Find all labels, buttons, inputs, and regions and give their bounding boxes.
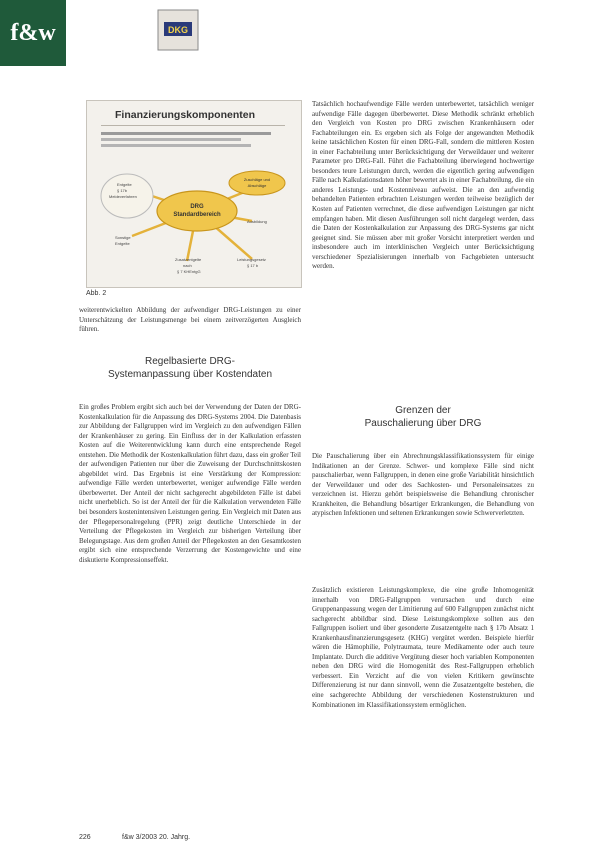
right-top-paragraph xyxy=(312,100,534,362)
left-label-1: Entgelte xyxy=(117,182,132,187)
left-heading-line-2: Systemanpassung über Kostendaten xyxy=(108,369,272,380)
figure-caption: Abb. 2 xyxy=(86,290,107,297)
figure-diagram xyxy=(87,101,301,287)
journal-logo xyxy=(0,0,66,66)
financing-figure xyxy=(86,100,302,288)
journal-citation: f&w 3/2003 20. Jahrg. xyxy=(122,834,191,841)
left-intro-text: weiterentwickelten Abbildung der aufwendiger DRG-Leistungen zu einer Unterschätzung der Leistungsmenge bei einem zeitverzögerten Ausgleich führen. xyxy=(79,306,301,334)
right-para-2-text: Zusätzlich existieren Leistungskomplexe, die eine große Inhomogenität innerhalb von DRG-Fallgruppen verursachen und durch eine Gruppenanpassung wegen der Limitierung auf 600 Fallgruppen zunächst nicht sachgerecht abbildbar sind. Diese Leistungskomplexe sollten aus den Fallgruppen isoliert und über gesonderte Zusatzentgelte nach § 17b Absatz 1 Krankenhausfinanzierungsgesetz (KHG) vergütet werden. Beispiele hierfür wären die Hämophilie, Polytraumata, teure Medikamente oder auch teure Implantate. Durch die additive Vergütung dieser hoch variablen Komponenten neben den DRG wird die Homogenität des Rest-Fallgruppen erheblich verbessert. Ein Verzicht auf die von vielen Kritikern gewünschte Differenzierung ist nur dann sinnvoll, wenn die Zusatzentgelte bestehen, die eine sachgerechte Abbildung der verschiedenen Kostenstrukturen und Kombinationen im Klassifikationssystem ermöglichen. xyxy=(312,586,534,709)
right-para-1-text: Die Pauschalierung über ein Abrechnungsklassifikationssystem für einige Indikationen an der Grenze. Schwer- und komplexe Fälle sind nicht pauschalierbar, wenn Fallgruppen, in denen eine große Variabilität hinsichtlich der Verweildauer und oder des Sachkosten- und Personaleinsatzes zu verzeichnen ist. Hierzu gehört beispielsweise die Behandlung chronischer Krankheiten, die Behandlung bösartiger Erkrankungen, die Behandlung von atypischen Infektionen und seltenen Erkrankungen sowie Schwerverletzten. xyxy=(312,452,534,518)
journal-logo-text: f&w xyxy=(10,19,56,46)
page-number: 226 xyxy=(79,834,91,841)
bottom-label-2: nach xyxy=(183,263,192,268)
left-label-2: § 17b xyxy=(117,188,128,193)
bottom-label-1: Zusatzentgelte xyxy=(175,257,202,262)
right-paragraph-1 xyxy=(312,452,534,580)
right-mid-label: Ausbildung xyxy=(247,219,267,224)
center-label-1: DRG xyxy=(190,204,204,210)
figure-title: Finanzierungskomponenten xyxy=(115,109,256,121)
dkg-badge-icon xyxy=(156,8,200,52)
badge-text: DKG xyxy=(168,25,188,35)
drg-center-node xyxy=(157,191,237,231)
right-top-label-2: Abschläge xyxy=(247,183,267,188)
right-top-label-1: Zuschläge und xyxy=(243,177,271,182)
right-heading-line-1: Grenzen der xyxy=(395,405,451,416)
left-body-paragraph xyxy=(79,403,301,825)
right-heading-line-2: Pauschalierung über DRG xyxy=(364,418,482,429)
right-bottom-label-1: Leistungsgesetz xyxy=(237,257,266,262)
left-intro-paragraph xyxy=(79,306,301,346)
right-heading xyxy=(312,404,534,430)
bottom-label-3: § 7 KHEntgG xyxy=(177,269,201,274)
right-paragraph-2 xyxy=(312,586,534,826)
left-bottom-label-2: Entgelte xyxy=(115,241,130,246)
left-heading-line-1: Regelbasierte DRG- xyxy=(144,356,236,367)
left-heading xyxy=(79,355,301,381)
right-bottom-label-2: § 17 b xyxy=(247,263,259,268)
left-body-text: Ein großes Problem ergibt sich auch bei der Verwendung der Daten der DRG-Kostenkalkulation für die Anpassung des DRG-Systems 2004. Die Datenbasis zur Abbildung der Fallgruppen wird im Vergleich zu den aufwendigen Fällen der Krankenhäuser zu gering. Ein Einfluss der in der Kalkulation erfassten Kosten auf die Weiterentwicklung kann durch eine entsprechende Regel entstehen. Die Methodik der Kostenkalkulation führt dazu, dass ein großer Teil der aufwendigen Patienten nur über die Zuweisung der Durchschnittskosten abgebildet wird. Das Ergebnis ist eine Verstärkung der Kompression: aufwendige Fälle werden unterbewertet, weniger aufwendige Fälle werden überbewertet. Der Anteil der nicht sachgerecht abgebildeten Fälle ist dabei nicht unerheblich. So ist der Anteil der für die Kalkulation verwendeten Fälle bei besonders kostenintensiven Leistungen gering. Ein Vergleich mit Daten aus der Pflegepersonalregelung (PPR) zeigt deutliche Unterschiede in der Verteilung der Pflegekosten im Vergleich zur bisherigen Verteilung über Belegungstage. Aus dem großen Anteil der Pflegekosten an den Gesamtkosten ergibt sich eine entsprechende Verzerrung der Kostengewichte und eine diskutierte Kompressionseffekt. xyxy=(79,403,301,564)
right-top-text: Tatsächlich hochaufwendige Fälle werden unterbewertet, tatsächlich weniger aufwendige Fälle dagegen überbewertet. Diese Methodik schränkt erheblich den Vergleich von Kosten pro DRG zwischen Krankenhäusern oder Fachabteilungen ein. Es ergeben sich als Folge der angewandten Methodik keine tatsächlichen Kosten für einen DRG-Fall, sondern die mittleren Kosten in einer Fachabteilung unter Berücksichtigung der Verweildauer und weiterer Parameter pro DRG-Fall. Führt die Fachabteilung überwiegend hochwertige besonders teure Leistungen durch, werden die eigentlich gering aufwendigen Fälle nach Kalkulationsdaten höher bewertet als in einer Fachabteilung, die ein anderes Leistungs- und Kostenniveau aufweist. Die an den aufwendig behandelten Patienten erbrachten Leistungen werden teilweise bezüglich der Kosten auf Patienten verrechnet, die diese aufwendigen Leistungen gar nicht empfangen haben. Mit diesen Ausführungen soll nicht dargelegt werden, dass die Daten der Kostenkalkulation zur Anpassung des DRG-Systems gar nicht geeignet sind. Sie müssen aber mit großer Vorsicht interpretiert werden und insbesondere auch im interklinischen Vergleich unter Berücksichtigung verschiedener Spezialisierungen innerhalb von Fachgebieten untersucht werden. xyxy=(312,100,534,271)
left-label-3: Meldeverfahren xyxy=(109,194,137,199)
left-bottom-label-1: Sonstige xyxy=(115,235,131,240)
center-label-2: Standardbereich xyxy=(173,212,221,218)
